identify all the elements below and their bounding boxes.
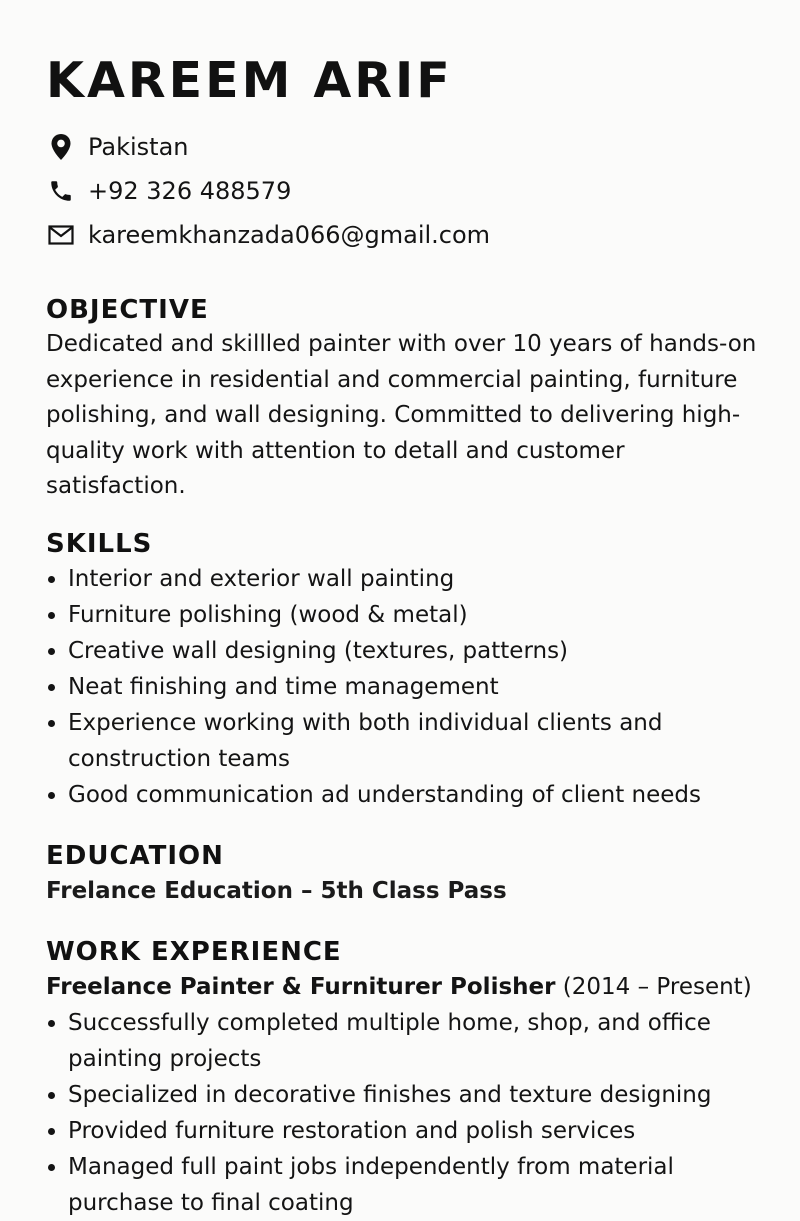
contact-email-text: kareemkhanzada066@gmail.com — [88, 221, 491, 249]
phone-icon — [46, 176, 76, 206]
contact-phone — [46, 169, 770, 213]
education-entry: Frelance Education – 5th Class Pass — [46, 877, 507, 904]
education-heading: EDUCATION — [46, 840, 224, 871]
work-item: Successfully completed multiple home, shop, and office painting projects — [46, 1005, 728, 1077]
objective-section — [46, 293, 770, 505]
job-period: (2014 – Present) — [562, 973, 752, 1000]
work-heading: WORK EXPERIENCE — [46, 936, 342, 967]
contact-phone-text: +92 326 488579 — [88, 177, 292, 205]
job-header — [46, 969, 770, 1005]
education-section — [46, 839, 770, 909]
contact-location — [46, 125, 770, 169]
objective-heading: OBJECTIVE — [46, 295, 209, 325]
skills-heading: SKILLS — [46, 528, 153, 559]
work-item: Provided furniture restoration and polish services — [46, 1113, 770, 1149]
contact-email — [46, 213, 770, 257]
work-item: Specialized in decorative finishes and texture designing — [46, 1077, 770, 1113]
skill-item: Experience working with both individual clients and construction teams — [46, 705, 668, 777]
contact-list — [46, 125, 770, 257]
skill-item: Good communication ad understanding of client needs — [46, 777, 770, 813]
objective-line: quality work with attention to detall and customer satisfaction. — [46, 437, 625, 499]
skill-item: Interior and exterior wall painting — [46, 561, 770, 597]
work-section — [46, 935, 770, 1221]
skill-item: Neat finishing and time management — [46, 669, 770, 705]
skills-list — [46, 561, 770, 813]
objective-line: polishing, and wall designing. Committed to delivering high- — [46, 402, 741, 428]
mail-icon — [46, 220, 76, 250]
skill-item: Furniture polishing (wood & metal) — [46, 597, 770, 633]
candidate-name: KAREEM ARIF — [46, 52, 453, 109]
skills-section — [46, 527, 770, 813]
work-item: Managed full paint jobs independently from material purchase to final coating — [46, 1149, 708, 1221]
skill-item: Creative wall designing (textures, patterns) — [46, 633, 770, 669]
contact-location-text: Pakistan — [88, 133, 189, 161]
location-pin-icon — [46, 132, 76, 162]
work-list — [46, 1005, 770, 1221]
job-title: Freelance Painter & Furniturer Polisher — [46, 973, 556, 1000]
objective-line: Dedicated and skillled painter with over 10 years of hands-on — [46, 331, 757, 357]
objective-line: experience in residential and commercial painting, furniture — [46, 366, 738, 393]
